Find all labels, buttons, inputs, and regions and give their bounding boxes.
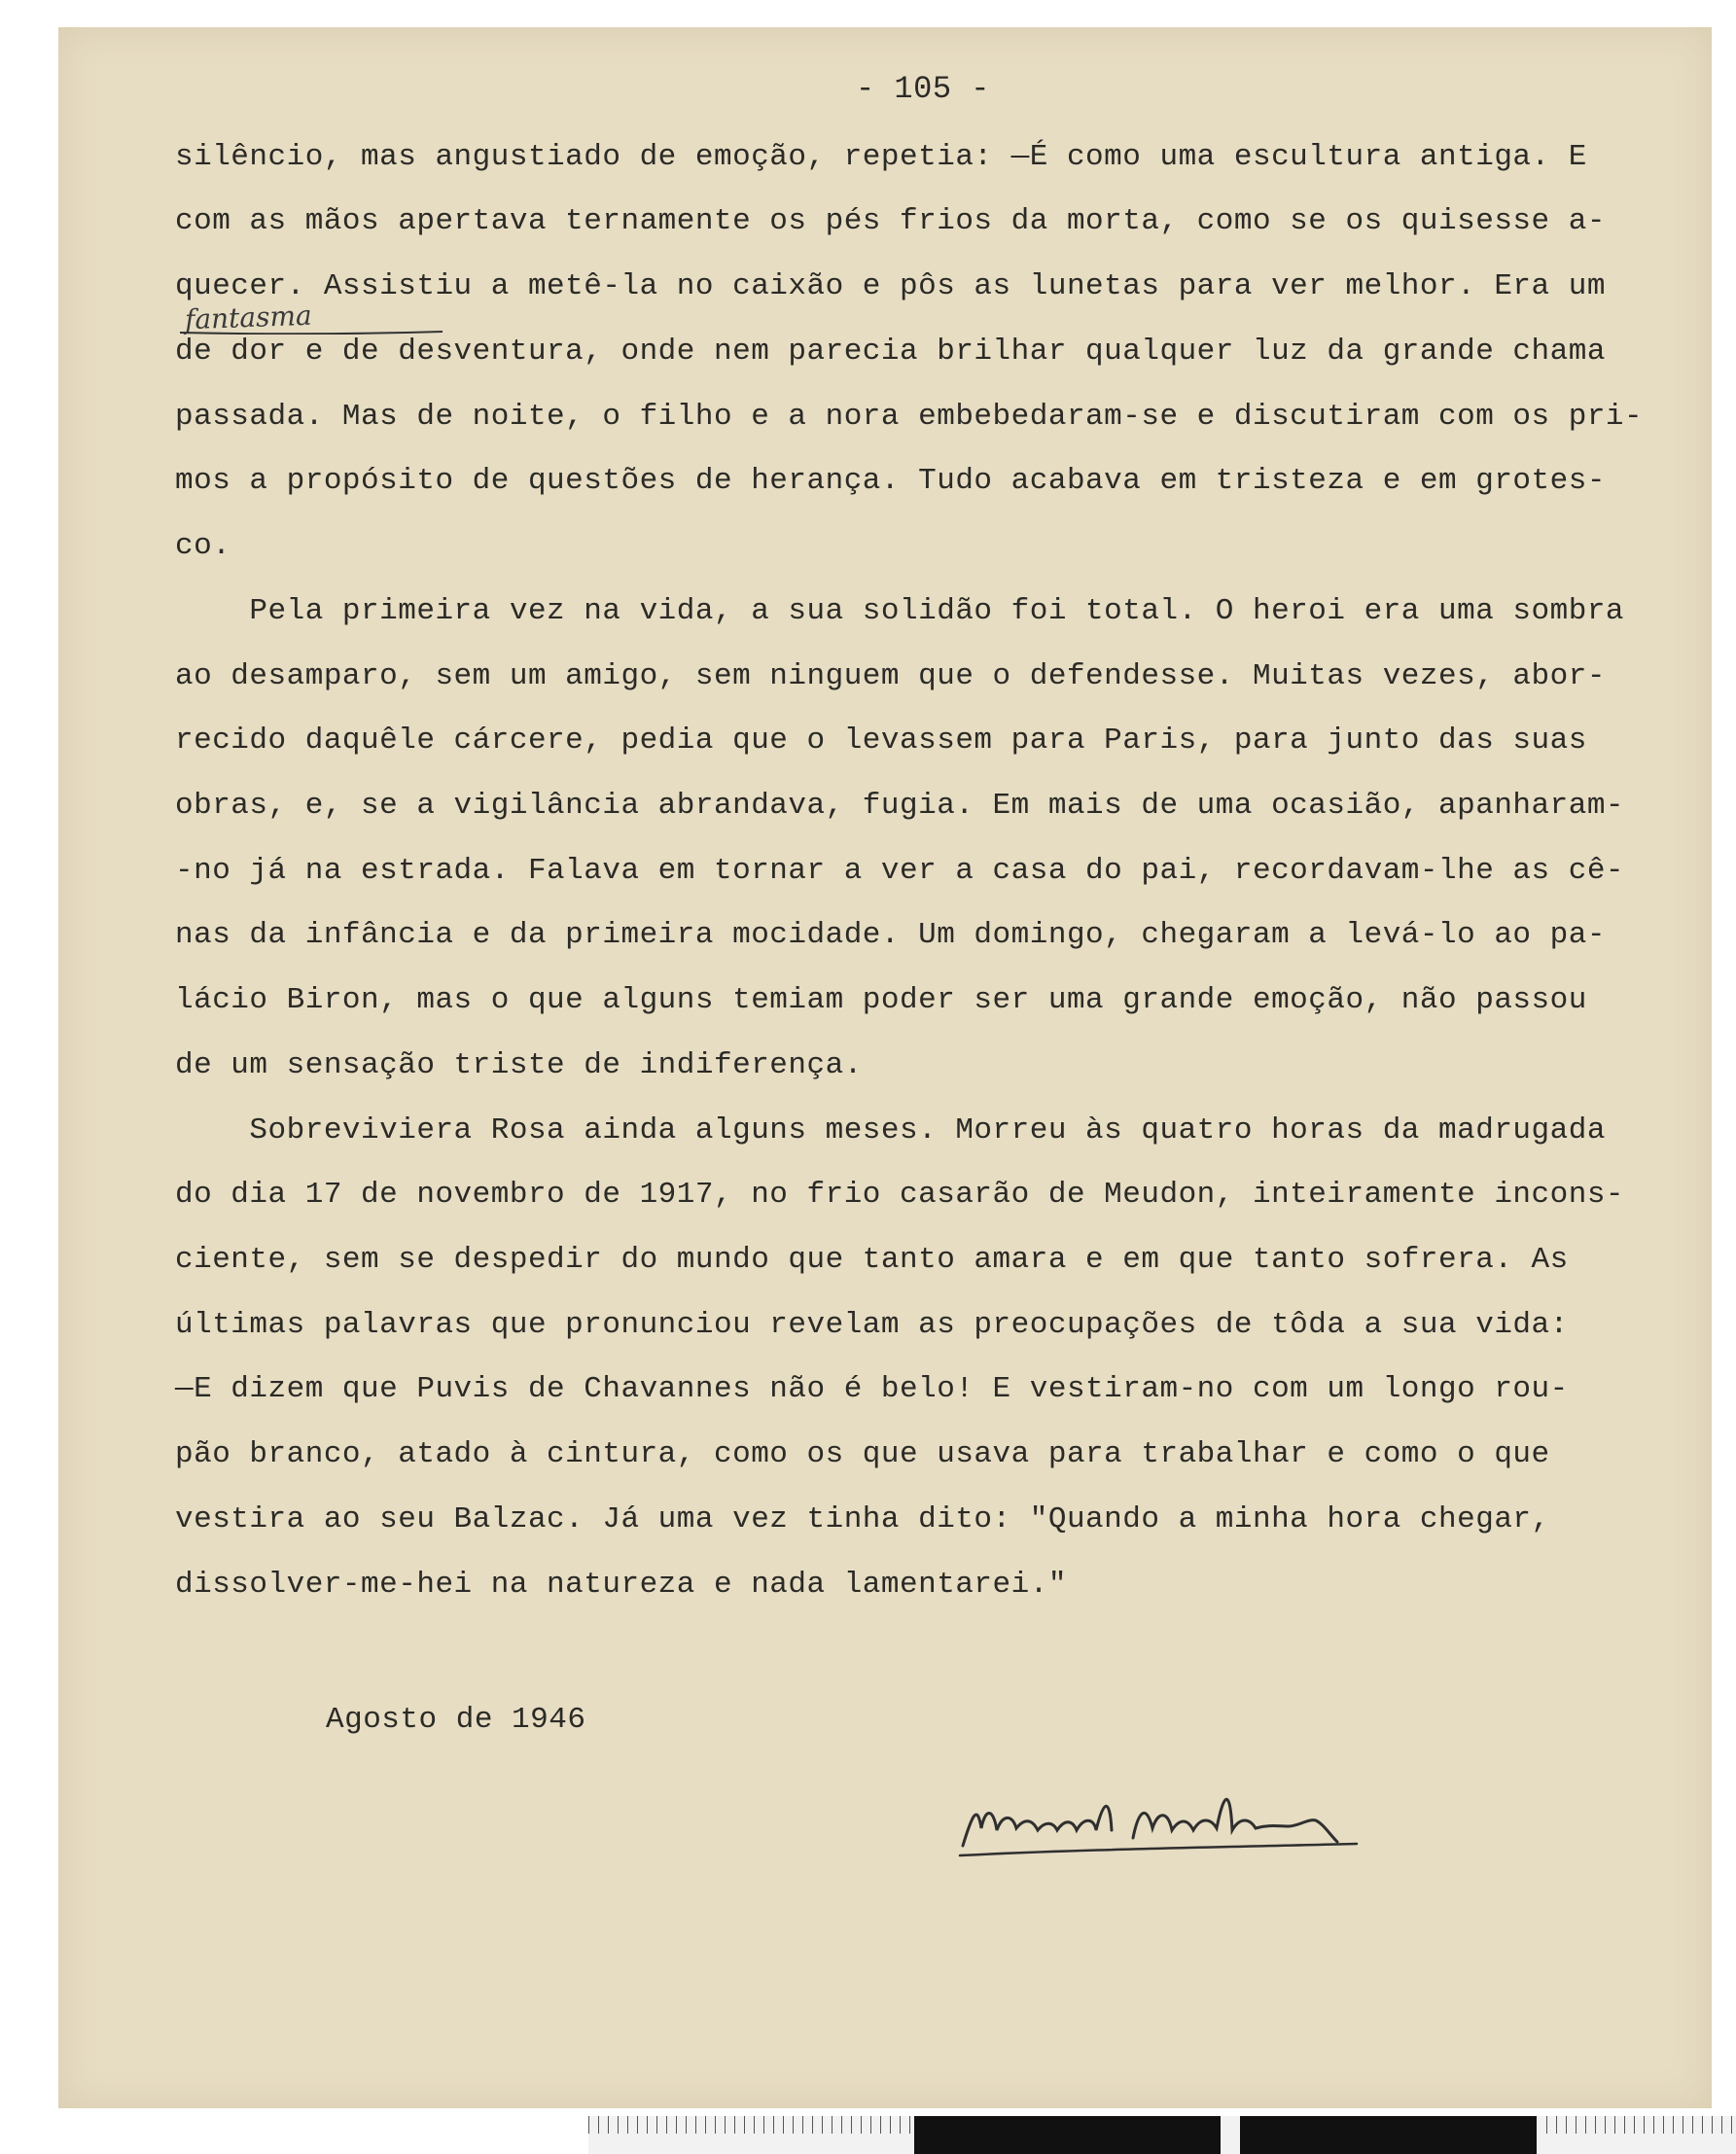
text-line: Sobreviviera Rosa ainda alguns meses. Morreu às quatro horas da madrugada: [175, 1113, 1606, 1148]
text-line: lácio Biron, mas o que alguns temiam poder ser uma grande emoção, não passou: [175, 983, 1587, 1017]
page-number: - 105 -: [856, 71, 990, 107]
text-line: co.: [175, 529, 231, 563]
text-line: do dia 17 de novembro de 1917, no frio casarão de Meudon, inteiramente incons-: [175, 1178, 1625, 1212]
date-line: Agosto de 1946: [326, 1703, 586, 1737]
text-line: obras, e, se a vigilância abrandava, fugia. Em mais de uma ocasião, apanharam-: [175, 789, 1625, 823]
text-line: -no já na estrada. Falava em tornar a ver a casa do pai, recordavam-lhe as cê-: [175, 854, 1625, 888]
text-line: quecer. Assistiu a metê-la no caixão e pôs as lunetas para ver melhor. Era um: [175, 269, 1606, 303]
text-line: Pela primeira vez na vida, a sua solidão foi total. O heroi era uma sombra: [175, 594, 1625, 628]
text-line: passada. Mas de noite, o filho e a nora embebedaram-se e discutiram com os pri-: [175, 400, 1644, 434]
text-line: de um sensação triste de indiferença.: [175, 1048, 863, 1082]
handwritten-signature: [948, 1770, 1435, 1867]
text-line: mos a propósito de questões de herança. Tudo acabava em tristeza e em grotes-: [175, 464, 1606, 498]
text-line: de dor e de desventura, onde nem parecia brilhar qualquer luz da grande chama: [175, 335, 1606, 369]
scan-color-ruler: [588, 2116, 1736, 2154]
text-line: pão branco, atado à cintura, como os que usava para trabalhar e como o que: [175, 1437, 1550, 1471]
text-line: —E dizem que Puvis de Chavannes não é belo! E vestiram-no com um longo rou-: [175, 1372, 1569, 1406]
text-line: silêncio, mas angustiado de emoção, repetia: —É como uma escultura antiga. E: [175, 140, 1587, 174]
text-line: dissolver-me-hei na natureza e nada lamentarei.": [175, 1568, 1067, 1602]
text-line: com as mãos apertava ternamente os pés frios da morta, como se os quisesse a-: [175, 204, 1606, 238]
handwritten-annotation: fantasma: [184, 299, 313, 336]
text-line: nas da infância e da primeira mocidade. Um domingo, chegaram a levá-lo ao pa-: [175, 918, 1606, 952]
text-line: vestira ao seu Balzac. Já uma vez tinha dito: "Quando a minha hora chegar,: [175, 1502, 1550, 1536]
text-line: últimas palavras que pronunciou revelam as preocupações de tôda a sua vida:: [175, 1308, 1569, 1342]
text-line: ao desamparo, sem um amigo, sem ninguem que o defendesse. Muitas vezes, abor-: [175, 659, 1606, 693]
text-line: recido daquêle cárcere, pedia que o levassem para Paris, para junto das suas: [175, 724, 1587, 758]
text-line: ciente, sem se despedir do mundo que tanto amara e em que tanto sofrera. As: [175, 1243, 1569, 1277]
